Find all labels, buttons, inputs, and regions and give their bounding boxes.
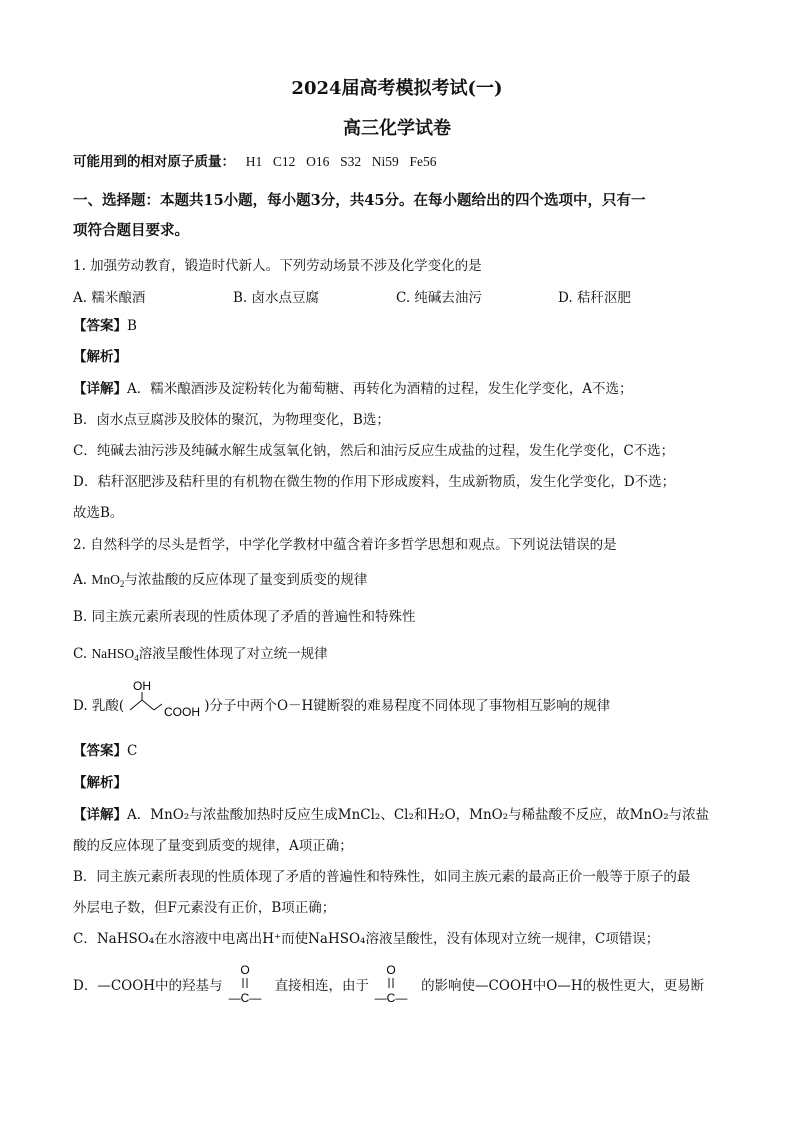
q2-answer-tag: 【答案】 <box>73 743 127 759</box>
q1-conclusion: 故选B。 <box>73 505 124 521</box>
q2-detail-a-2: 酸的反应体现了量变到质变的规律，A项正确； <box>73 838 353 854</box>
q2-detail-a-1: A．MnO₂与浓盐酸加热时反应生成MnCl₂、Cl₂和H₂O，MnO₂与稀盐酸不反应，故MnO₂与浓盐 <box>127 807 710 823</box>
carbonyl-structure-1 <box>220 960 270 1006</box>
q1-option-b: B. 卤水点豆腐 <box>233 290 320 306</box>
element-o: O16 <box>306 154 330 169</box>
q2-detail-tag: 【详解】 <box>73 807 127 823</box>
section-heading-line2: 项符合题目要求。 <box>73 222 189 239</box>
q1-option-c: C. 纯碱去油污 <box>396 290 482 306</box>
q2-answer-line <box>73 741 723 761</box>
nahso4-formula: NaHSO$_4$ <box>91 646 139 663</box>
q1-analysis-tag: 【解析】 <box>73 349 127 365</box>
element-ni: Ni59 <box>371 154 399 169</box>
q1-answer-tag: 【答案】 <box>73 318 127 334</box>
q2-stem: 2. 自然科学的尽头是哲学，中学化学教材中蕴含着许多哲学思想和观点。下列说法错误的是 <box>73 537 617 553</box>
q1-answer-line <box>73 316 723 336</box>
q2-detail-b-1: B．同主族元素所表现的性质体现了矛盾的普遍性和特殊性，如同主族元素的最高正价一般等于原子的最 <box>73 869 691 885</box>
q1-detail-tag: 【详解】 <box>73 381 127 397</box>
q1-detail-a-line <box>73 379 723 399</box>
exam-subtitle: 高三化学试卷 <box>343 118 451 139</box>
q1-stem: 1. 加强劳动教育，锻造时代新人。下列劳动场景不涉及化学变化的是 <box>73 258 482 274</box>
mno2-formula: MnO$_2$ <box>91 572 125 589</box>
element-h: H1 <box>245 154 263 169</box>
q2-option-c: C. NaHSO$_4$溶液呈酸性体现了对立统一规律 <box>73 646 328 663</box>
q2-detail-a-line1 <box>73 805 723 825</box>
q2-detail-c: C．NaHSO₄在水溶液中电离出H⁺而使NaHSO₄溶液呈酸性，没有体现对立统一规律，C项错误； <box>73 931 660 947</box>
atomic-mass-label: 可能用到的相对原子质量： <box>73 154 235 170</box>
element-s: S32 <box>340 154 362 169</box>
svg-text:O: O <box>386 963 396 977</box>
q1-answer: B <box>127 318 137 334</box>
q2-detail-b-2: 外层电子数，但F元素没有正价，B项正确； <box>73 900 336 916</box>
lactic-cooh-label: COOH <box>164 705 200 719</box>
exam-title: 2024届高考模拟考试(一) <box>291 78 503 99</box>
q1-detail-c: C．纯碱去油污涉及纯碱水解生成氢氧化钠，然后和油污反应生成盐的过程，发生化学变化，C不选； <box>73 443 675 459</box>
q1-detail-a: A．糯米酿酒涉及淀粉转化为葡萄糖、再转化为酒精的过程，发生化学变化，A不选； <box>127 381 633 397</box>
q1-detail-d: D．秸秆沤肥涉及秸秆里的有机物在微生物的作用下形成废料，生成新物质，发生化学变化，D不选； <box>73 474 676 490</box>
q2-answer: C <box>127 743 138 759</box>
carbonyl-structure-2 <box>366 960 416 1006</box>
q2-option-b: B. 同主族元素所表现的性质体现了矛盾的普遍性和特殊性 <box>73 609 416 625</box>
q1-option-a: A. 糯米酿酒 <box>73 290 146 306</box>
svg-text:O: O <box>240 963 250 977</box>
atomic-mass-line <box>73 152 723 172</box>
svg-text:—C—: —C— <box>228 991 262 1005</box>
q2-analysis-tag: 【解析】 <box>73 775 127 791</box>
svg-text:—C—: —C— <box>374 991 408 1005</box>
q1-detail-b: B．卤水点豆腐涉及胶体的聚沉，为物理变化，B选； <box>73 412 390 428</box>
q2-option-d: D. 乳酸( )分子中两个O－H键断裂的难易程度不同体现了事物相互影响的规律 <box>73 698 611 714</box>
lactic-acid-structure <box>124 678 208 726</box>
q2-detail-d-line: D．—COOH中的羟基与 直接相连，由于 的影响使—COOH中O—H的极性更大，更易断 <box>73 978 705 994</box>
element-fe: Fe56 <box>409 154 437 169</box>
lactic-oh-label: OH <box>133 679 151 693</box>
q1-option-d: D. 秸秆沤肥 <box>558 290 631 306</box>
q2-option-a: A. MnO$_2$与浓盐酸的反应体现了量变到质变的规律 <box>73 572 368 589</box>
section-heading-line1: 一、选择题：本题共15小题，每小题3分，共45分。在每小题给出的四个选项中，只有一 <box>73 192 646 209</box>
element-c: C12 <box>272 154 296 169</box>
